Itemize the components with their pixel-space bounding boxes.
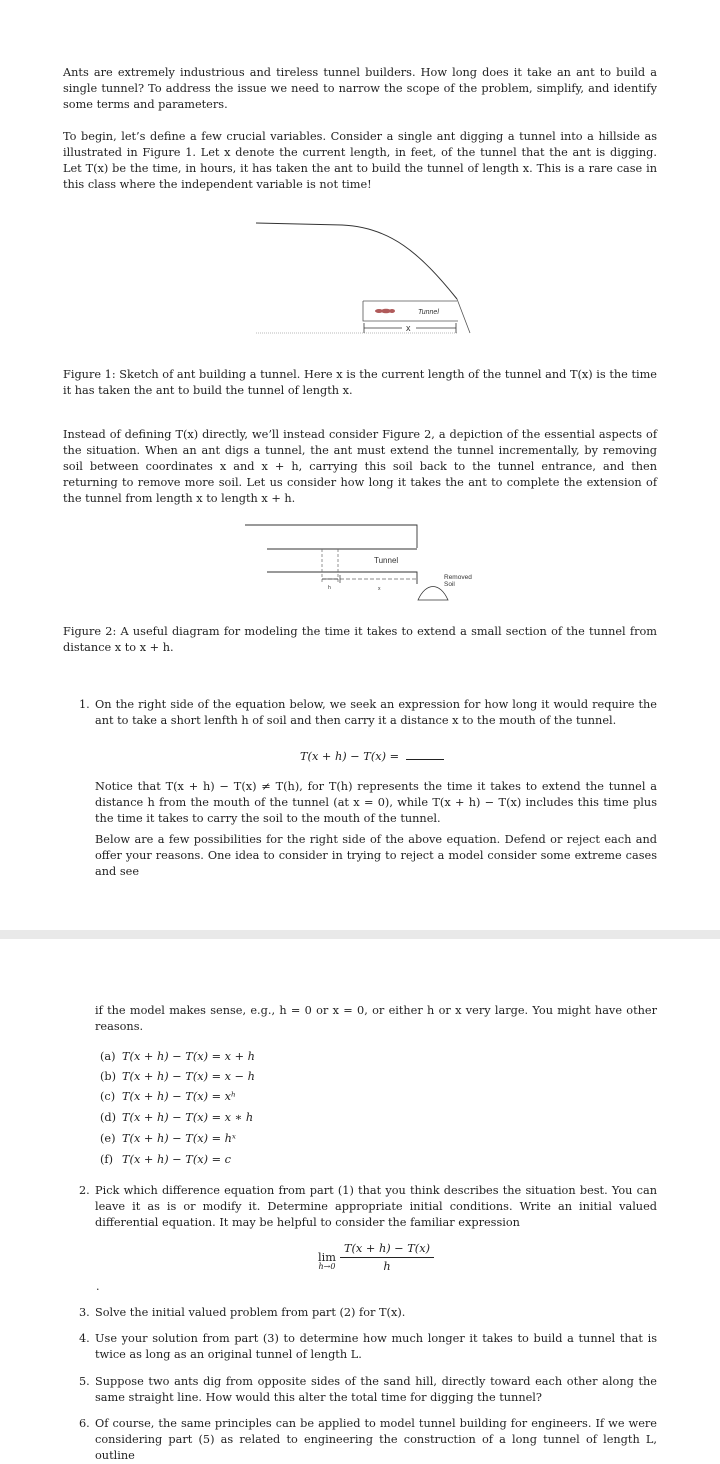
ant-icon — [375, 309, 395, 314]
page-2 — [0, 939, 720, 1462]
fig1-tunnel-label: Tunnel — [418, 309, 439, 316]
question-5: 5. Suppose two ants dig from opposite sides of the sand hill, directly toward each other along the same straight line. How would this alter the total time for digging the tunnel? — [79, 1375, 657, 1404]
question-2: 2. Pick which difference equation from part (1) that you think describes the situation best. You can leave it as is or modify it. Determine appropriate initial conditions. Write an initial valued differential equation. It may be helpful to consider the familiar expression — [79, 1184, 657, 1229]
figure-2-caption: Figure 2: A useful diagram for modeling the time it takes to extend a small section of the tunnel from distance x to x + h. — [63, 625, 657, 654]
question-1: 1. On the right side of the equation below, we seek an expression for how long it would require the ant to take a short lenfth h of soil and then carry it a distance x to the mouth of the tunnel. — [79, 698, 657, 727]
setup-paragraph: To begin, let’s define a few crucial variables. Consider a single ant digging a tunnel into a hillside as illustrated in Figure 1. Let x denote the current length, in feet, of the tunnel that the ant is digging. Let T(x) be the time, in hours, it has taken the ant to build the tunnel of length x. This is a rare case in this class where the independent variable is not time! — [63, 130, 657, 191]
option-c: (c) T(x + h) − T(x) = xʰ — [100, 1090, 236, 1103]
fig1-x-label: x — [406, 323, 411, 333]
hill-slope — [457, 299, 470, 333]
question-1-continued: if the model makes sense, e.g., h = 0 or x = 0, or either h or x very large. You might have other reasons. — [95, 1004, 657, 1033]
fig2-tunnel-label: Tunnel — [374, 556, 399, 565]
question-1-notice: Notice that T(x + h) − T(x) ≠ T(h), for T(h) represents the time it takes to extend the tunnel a distance h from the mouth of the tunnel (at x = 0), while T(x + h) − T(x) includes this time plus the time it takes to carry the soil to the mouth of the tunnel. — [95, 780, 657, 825]
fig2-h-label: h — [328, 585, 331, 591]
tunnel-bottom — [267, 572, 417, 584]
removed-soil-mound — [418, 587, 448, 601]
question-1-below: Below are a few possibilities for the right side of the above equation. Defend or reject each and offer your reasons. One idea to consider in trying to reject a model consider some extreme cases and see — [95, 833, 657, 878]
question-2-number: 2. — [79, 1184, 90, 1197]
figure-1-caption: Figure 1: Sketch of ant building a tunnel. Here x is the current length of the tunnel and T(x) is the time it has taken the ant to build the tunnel of length x. — [63, 368, 657, 397]
hill-top — [245, 525, 417, 548]
question-4: 4. Use your solution from part (3) to determine how much longer it takes to build a tunnel that is twice as long as an original tunnel of length L. — [79, 1332, 657, 1361]
intro-paragraph: Ants are extremely industrious and tireless tunnel builders. How long does it take an ant to build a single tunnel? To address the issue we need to narrow the scope of the problem, simplify, and identify some terms and parameters. — [63, 66, 657, 111]
difference-quotient: $\frac{T(x + h) - T(x)}{h}$ — [340, 1242, 434, 1273]
fig2-soil-label: Soil — [444, 581, 455, 588]
limit-symbol: lim h→0 — [318, 1251, 336, 1271]
fig2-x-label: x — [378, 586, 381, 592]
option-f: (f) T(x + h) − T(x) = c — [100, 1153, 231, 1166]
answer-blank — [406, 759, 444, 760]
question-3: 3. Solve the initial valued problem from part (2) for T(x). — [79, 1306, 406, 1319]
option-a: (a) T(x + h) − T(x) = x + h — [100, 1050, 255, 1063]
hill-outline — [256, 223, 457, 299]
fig2-removed-label: Removed — [444, 574, 472, 581]
option-e: (e) T(x + h) − T(x) = hˣ — [100, 1132, 236, 1145]
option-d: (d) T(x + h) − T(x) = x ∗ h — [100, 1111, 254, 1124]
instead-paragraph: Instead of defining T(x) directly, we’ll instead consider Figure 2, a depiction of the essential aspects of the situation. When an ant digs a tunnel, the ant must extend the tunnel incrementally, by removing soil between coordinates x and x + h, carrying this soil back to the tunnel entrance, and then returning to remove more soil. Let us consider how long it takes the ant to complete the extension of the tunnel from length x to length x + h. — [63, 428, 657, 505]
option-b: (b) T(x + h) − T(x) = x − h — [100, 1070, 255, 1083]
figure-2-diagram — [240, 518, 490, 606]
question-1-equation: T(x + h) − T(x) = — [300, 750, 444, 763]
question-6: 6. Of course, the same principles can be applied to model tunnel building for engineers. If we were considering part (5) as related to engineering the construction of a long tunnel of length L, outline — [79, 1417, 657, 1462]
page-gap — [0, 930, 720, 939]
question-1-number: 1. — [79, 698, 90, 711]
figure-1-diagram — [250, 215, 480, 340]
trailing-dot: . — [96, 1280, 100, 1293]
